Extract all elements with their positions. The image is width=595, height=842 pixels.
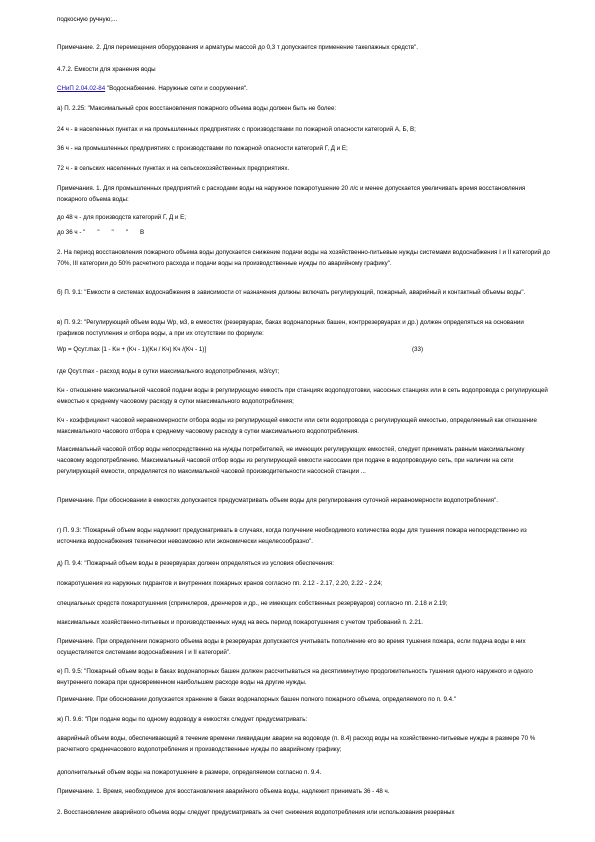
clause-paragraph: б) П. 9.1: "Емкости в системах водоснабжения в зависимости от назначения должны включать регулирующий, пожарный, аварийный и контактный объемы воды".	[57, 289, 526, 296]
list-item: 36 ч - на промышленных предприятиях с производствами по пожарной опасности категорий Г, Д и Е;	[57, 145, 348, 152]
text-line: подкосную ручную;...	[57, 16, 118, 23]
clause-paragraph: ж) П. 9.6: "При подаче воды по одному водоводу в емкостях следует предусматривать:	[57, 716, 308, 723]
list-item: дополнительный объем воды на пожаротушение в размере, определяемом согласно п. 9.4.	[57, 769, 322, 776]
note-paragraph: Примечание. При определении пожарного объема воды в резервуарах допускается учитывать пополнение его во время тушения пожара, если подача воды в них осуществляется системами водоснабжения I и II категорий".	[57, 638, 526, 656]
text-paragraph: Максимальный часовой отбор воды непосредственно на нужды потребителей, не имеющих регулирующих емкостей, следует принимать равным максимальному часовому водопотреблению. Максимальный часовой отбор воды из регулирующей емкости насосами при подаче в водопроводную сеть, при наличии на сети регулирующей емкости, определяется по максимальной часовой производительности насосной станции ...	[57, 446, 525, 475]
formula-number: (33)	[412, 346, 424, 353]
list-item: специальных средств пожаротушения (спринклеров, дренчеров и др., не имеющих собственных резервуаров) согласно пп. 2.18 и 2.19;	[57, 600, 448, 607]
list-item: 24 ч - в населенных пунктах и на промышленных предприятиях с производствами по пожарной опасности категорий А, Б, В;	[57, 126, 416, 133]
list-item: пожаротушения из наружных гидрантов и внутренних пожарных кранов согласно пп. 2.12 - 2.17, 2.20, 2.22 - 2.24;	[57, 580, 383, 587]
list-item: до 48 ч - для производств категорий Г, Д и Е;	[57, 214, 186, 221]
list-item: 72 ч - в сельских населенных пунктах и на сельскохозяйственных предприятиях.	[57, 165, 290, 172]
note-paragraph: Примечания. 1. Для промышленных предприятий с расходами воды на наружное пожаротушение 20 л/с и менее допускается увеличивать время восстановления пожарного объема воды:	[57, 185, 526, 203]
note-paragraph: Примечание. 1. Время, необходимое для восстановления аварийного объема воды, надлежит принимать 36 - 48 ч.	[57, 788, 390, 795]
clause-paragraph: а) П. 2.25: "Максимальный срок восстановления пожарного объема воды должен быть не более:	[57, 105, 337, 112]
note-paragraph: 2. Восстановление аварийного объема воды следует предусматривать за счет снижения водопотребления или использования резервных	[57, 809, 455, 816]
clause-paragraph: д) П. 9.4: "Пожарный объем воды в резервуарах должен определяться из условия обеспечения:	[57, 560, 334, 567]
reference-title: "Водоснабжение. Наружные сети и сооружения".	[105, 85, 248, 92]
clause-paragraph: г) П. 9.3: "Пожарный объем воды надлежит предусматривать в случаях, когда получение необходимого количества воды для тушения пожара непосредственно из источника водоснабжения технически невозможно или экономически нецелесообразно".	[57, 527, 527, 545]
text-line: где Qсут.max - расход воды в сутки максимального водопотребления, м3/сут;	[57, 368, 280, 375]
formula: Wр = Qсут.max [1 - Kн + (Kч - 1)(Kн / Kч) Kч /(Kч - 1)]	[57, 346, 207, 353]
note-paragraph: Примечание. 2. Для перемещения оборудования и арматуры массой до 0,3 т допускается применение такелажных средств".	[57, 44, 418, 51]
definition-paragraph: Kн - отношение максимальной часовой подачи воды в регулирующую емкость при станциях водоподготовки, насосных станциях или в сеть водопровода с регулирующей емкостью к среднему часовому расходу в сутки максимального водопотребления;	[57, 387, 548, 405]
note-paragraph: Примечание. При обосновании в емкостях допускается предусматривать объем воды для регулирования суточной неравномерности водопотребления".	[57, 497, 498, 504]
section-heading: 4.7.2. Емкости для хранения воды	[57, 66, 156, 73]
formula-line	[57, 344, 552, 355]
document-reference	[57, 83, 552, 94]
note-paragraph: Примечание. При обосновании допускается хранение в баках водонапорных башен полного пожарного объема, определяемого по п. 9.4."	[57, 696, 456, 703]
snip-link[interactable]: СНиП 2.04.02-84	[57, 85, 106, 92]
note-paragraph: 2. На период восстановления пожарного объема воды допускается снижение подачи воды на хозяйственно-питьевые нужды системами водоснабжения I и II категорий до 70%, III категории до 50% расчетного расхода и подачи воды на производственные нужды по аварийному графику".	[57, 249, 550, 267]
clause-paragraph: е) П. 9.5: "Пожарный объем воды в баках водонапорных башен должен рассчитываться на десятиминутную продолжительность тушения одного наружного и одного внутреннего пожара при одновременном наибольшем расходе воды на другие нужды.	[57, 668, 533, 686]
clause-paragraph: в) П. 9.2: "Регулирующий объем воды Wр, м3, в емкостях (резервуарах, баках водонапорных башен, контррезервуарах и др.) должен определяться на основании графиков поступления и отбора воды, а при их отсутствии по формуле:	[57, 319, 524, 337]
list-item: аварийный объем воды, обеспечивающий в течение времени ликвидации аварии на водоводе (п. 8.4) расход воды на хозяйственно-питьевые нужды в размере 70 % расчетного среднечасового водопотребления и производственные нужды по аварийному графику;	[57, 735, 536, 753]
list-item: до 36 ч - " " " " В	[57, 229, 145, 236]
definition-paragraph: Kч - коэффициент часовой неравномерности отбора воды из регулирующей емкости или сети водопровода с регулирующей емкостью, определяемый как отношение максимального часового отбора к среднему часовому расходу в сутки максимального водопотребления.	[57, 417, 537, 435]
list-item: максимальных хозяйственно-питьевых и производственных нужд на весь период пожаротушения с учетом требований п. 2.21.	[57, 619, 424, 626]
